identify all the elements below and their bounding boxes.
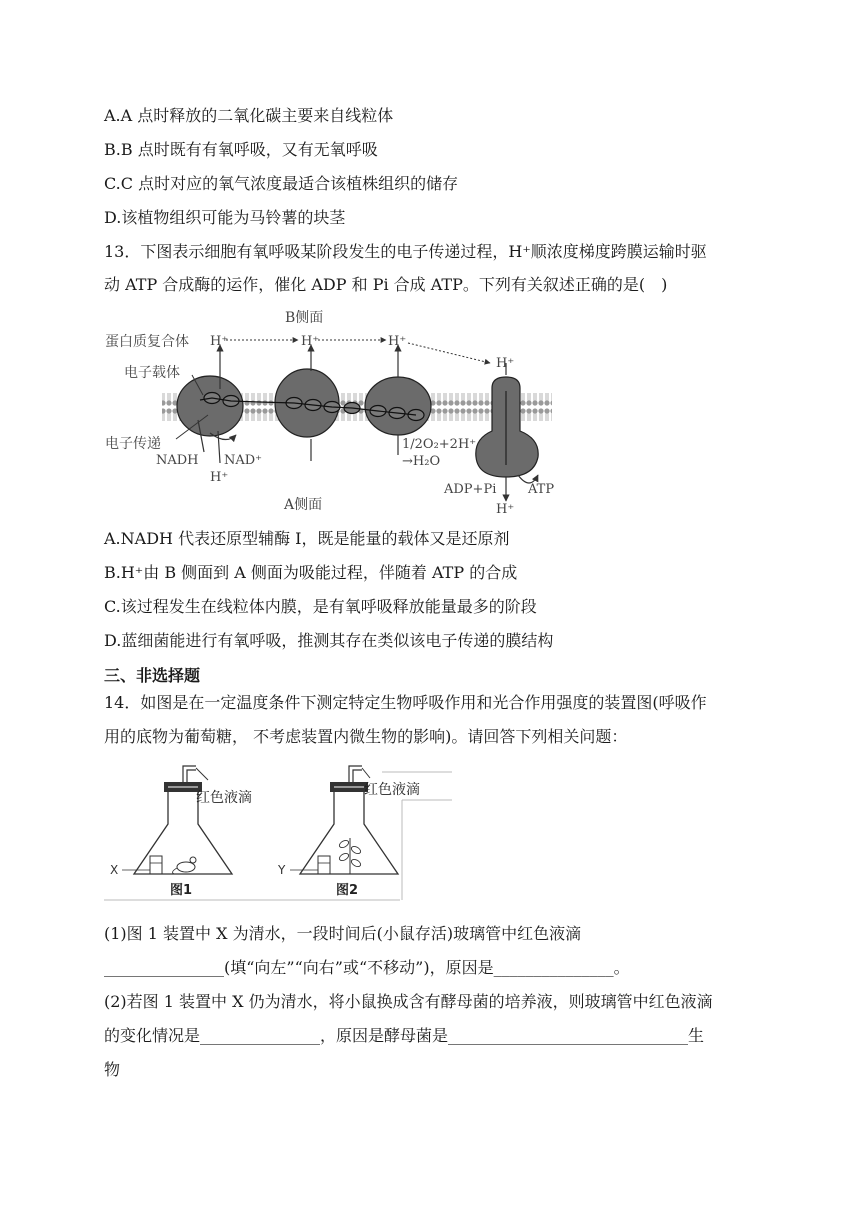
q14-part2-line2-b: 生	[688, 1026, 705, 1045]
q14-part2-line3: 物	[104, 1060, 121, 1079]
b-side-label: B侧面	[285, 310, 324, 326]
flask-1	[122, 766, 232, 874]
q14-part2-line2-a: 的变化情况是_______________，原因是酵母菌是	[104, 1026, 449, 1045]
q12-option-d: D.该植物组织可能为马铃薯的块茎	[104, 208, 346, 227]
section-3-title: 三、非选择题	[104, 666, 201, 685]
q13-option-c: C.该过程发生在线粒体内膜，是有氧呼吸释放能量最多的阶段	[104, 597, 537, 616]
protein-complex-label: 蛋白质复合体	[105, 334, 189, 350]
q13-option-d: D.蓝细菌能进行有氧呼吸，推测其存在类似该电子传递的膜结构	[104, 631, 554, 650]
x-label: X	[110, 863, 119, 877]
adp-pi-label: ADP+Pi	[444, 482, 497, 497]
h-label-4: H⁺	[496, 356, 515, 371]
flask-apparatus-figure	[104, 760, 456, 908]
a-side-label: A侧面	[284, 497, 323, 513]
q14-part2-blank: ______________________________	[448, 1026, 689, 1045]
reaction-label-1: 1/2O₂+2H⁺	[402, 437, 477, 452]
red-drop-label-1: 红色液滴	[196, 790, 252, 806]
q12-option-a: A.A 点时释放的二氧化碳主要来自线粒体	[104, 106, 394, 125]
nadh-label: NADH	[156, 453, 199, 468]
electron-carrier-label: 电子载体	[124, 365, 180, 381]
q14-part1-line1: (1)图 1 装置中 X 为清水，一段时间后(小鼠存活)玻璃管中红色液滴	[104, 924, 582, 943]
q13-option-a: A.NADH 代表还原型辅酶 I，既是能量的载体又是还原剂	[104, 529, 510, 548]
h-label-1: H⁺	[210, 334, 229, 349]
q12-option-b: B.B 点时既有有氧呼吸，又有无氧呼吸	[104, 140, 378, 159]
electron-transfer-label: 电子传递	[105, 436, 161, 452]
h-label-3: H⁺	[388, 334, 407, 349]
q12-option-c: C.C 点时对应的氧气浓度最适合该植株组织的储存	[104, 174, 459, 193]
red-drop-label-2: 红色液滴	[364, 782, 420, 798]
electron-transport-figure	[100, 305, 570, 520]
nad-label: NAD⁺	[224, 453, 263, 468]
y-label: Y	[278, 863, 286, 877]
q13-stem-line2: 动 ATP 合成酶的运作，催化 ADP 和 Pi 合成 ATP。下列有关叙述正确的是( )	[104, 275, 668, 294]
reaction-label-2: →H₂O	[402, 454, 441, 469]
q13-option-b: B.H⁺由 B 侧面到 A 侧面为吸能过程，伴随着 ATP 的合成	[104, 563, 518, 582]
q14-part2-line1: (2)若图 1 装置中 X 仍为清水，将小鼠换成含有酵母菌的培养液，则玻璃管中红色液滴	[104, 992, 713, 1011]
q14-stem-line2: 用的底物为葡萄糖， 不考虑装置内微生物的影响)。请回答下列相关问题：	[104, 727, 628, 746]
h-label-2: H⁺	[301, 334, 320, 349]
h-label-5: H⁺	[210, 470, 229, 485]
fig2-caption: 图2	[336, 883, 359, 898]
q14-part1-line2: _______________(填“向左”“向右”或“不移动”)，原因是_______________。	[104, 958, 630, 977]
q13-stem-line1: 13．下图表示细胞有氧呼吸某阶段发生的电子传递过程，H⁺顺浓度梯度跨膜运输时驱	[104, 242, 707, 261]
fig1-caption: 图1	[170, 883, 193, 898]
q14-part2-line2	[104, 1026, 704, 1046]
atp-label: ATP	[528, 482, 555, 497]
h-label-6: H⁺	[496, 502, 515, 517]
q14-stem-line1: 14．如图是在一定温度条件下测定特定生物呼吸作用和光合作用强度的装置图(呼吸作	[104, 693, 707, 712]
